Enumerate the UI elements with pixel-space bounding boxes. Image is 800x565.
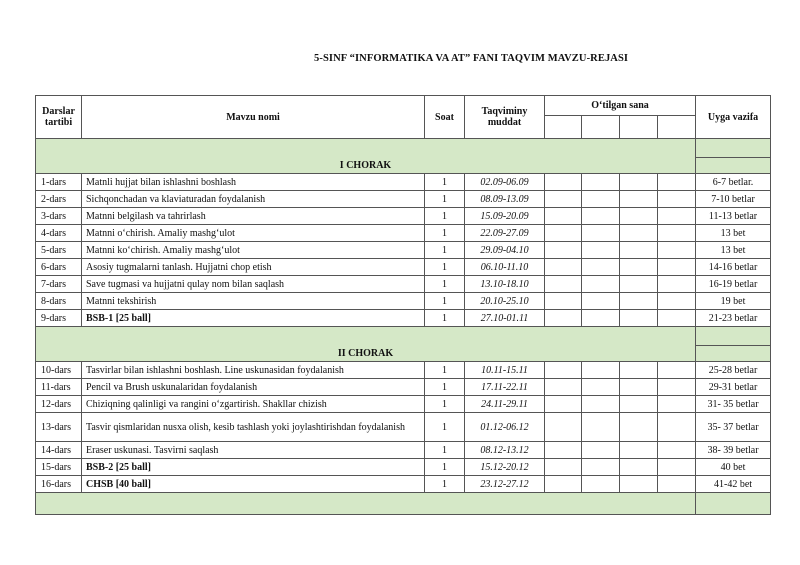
lesson-number: 1-dars (36, 174, 82, 191)
lesson-homework: 19 bet (696, 293, 771, 310)
quarter-2-label: II CHORAK (36, 346, 696, 362)
done-date-cell (658, 293, 696, 310)
topic-header: Mavzu nomi (82, 96, 425, 139)
done-date-cell (620, 396, 658, 413)
lesson-date: 15.09-20.09 (465, 208, 545, 225)
lesson-topic: Eraser uskunasi. Tasvirni saqlash (82, 442, 425, 459)
done-date-cell (658, 413, 696, 442)
table-row (36, 362, 771, 379)
lesson-topic: Chiziqning qalinligi va rangini o‘zgartirish. Shakllar chizish (82, 396, 425, 413)
lesson-date: 08.12-13.12 (465, 442, 545, 459)
done-date-cell (658, 225, 696, 242)
lesson-plan-table (35, 95, 771, 515)
planned-header-line2: muddat (487, 117, 522, 128)
done-date-cell (545, 174, 582, 191)
lesson-topic: Tasvirlar bilan ishlashni boshlash. Line uskunasidan foydalanish (82, 362, 425, 379)
lesson-topic: CHSB [40 ball] (82, 476, 425, 493)
table-row (36, 310, 771, 327)
lesson-date: 22.09-27.09 (465, 225, 545, 242)
done-date-cell (582, 191, 620, 208)
done-date-cell (582, 442, 620, 459)
section-spacer (36, 327, 771, 346)
done-date-cell (582, 310, 620, 327)
done-date-cell (582, 379, 620, 396)
table-row (36, 413, 771, 442)
lesson-number: 6-dars (36, 259, 82, 276)
done-date-cell (545, 413, 582, 442)
lesson-topic: Matnni ko‘chirish. Amaliy mashg‘ulot (82, 242, 425, 259)
quarter-1-label: I CHORAK (36, 158, 696, 174)
lesson-topic: Matnni o‘chirish. Amaliy mashg‘ulot (82, 225, 425, 242)
lesson-number: 9-dars (36, 310, 82, 327)
lesson-homework: 41-42 bet (696, 476, 771, 493)
lesson-number: 13-dars (36, 413, 82, 442)
lesson-date: 13.10-18.10 (465, 276, 545, 293)
quarter-1-row (36, 158, 771, 174)
done-date-cell (582, 242, 620, 259)
done-date-cell (658, 259, 696, 276)
lesson-topic: Matnni belgilash va tahrirlash (82, 208, 425, 225)
lesson-header-line1: Darslar (42, 106, 75, 117)
done-date-cell (658, 476, 696, 493)
lesson-number: 3-dars (36, 208, 82, 225)
lesson-hours: 1 (425, 442, 465, 459)
done-date-cell (620, 116, 658, 139)
done-date-cell (658, 379, 696, 396)
lesson-number: 11-dars (36, 379, 82, 396)
done-date-cell (582, 413, 620, 442)
lesson-homework: 16-19 betlar (696, 276, 771, 293)
done-date-cell (545, 276, 582, 293)
table-row (36, 396, 771, 413)
done-date-cell (582, 259, 620, 276)
done-date-cell (582, 293, 620, 310)
done-date-cell (545, 442, 582, 459)
done-date-cell (620, 413, 658, 442)
lesson-hours: 1 (425, 225, 465, 242)
planned-header-line1: Taqviminy (481, 106, 528, 117)
done-date-cell (545, 293, 582, 310)
lesson-hours: 1 (425, 191, 465, 208)
lesson-date: 15.12-20.12 (465, 459, 545, 476)
done-date-cell (545, 208, 582, 225)
done-date-cell (545, 459, 582, 476)
done-date-cell (582, 276, 620, 293)
lesson-topic: Sichqonchadan va klaviaturadan foydalanish (82, 191, 425, 208)
done-date-cell (545, 396, 582, 413)
lesson-hours: 1 (425, 379, 465, 396)
lesson-order-header (36, 96, 82, 139)
done-date-cell (658, 396, 696, 413)
lesson-homework: 11-13 betlar (696, 208, 771, 225)
lesson-hours: 1 (425, 174, 465, 191)
table-row (36, 225, 771, 242)
done-date-header: O‘tilgan sana (545, 96, 696, 116)
done-date-cell (545, 362, 582, 379)
lesson-date: 29.09-04.10 (465, 242, 545, 259)
lesson-hours: 1 (425, 362, 465, 379)
done-date-cell (620, 225, 658, 242)
lesson-hours: 1 (425, 396, 465, 413)
lesson-homework: 13 bet (696, 242, 771, 259)
table-row (36, 293, 771, 310)
lesson-number: 7-dars (36, 276, 82, 293)
done-date-cell (620, 191, 658, 208)
lesson-topic: Pencil va Brush uskunalaridan foydalanish (82, 379, 425, 396)
done-date-cell (658, 459, 696, 476)
quarter-2-body (36, 362, 771, 493)
lesson-homework: 13 bet (696, 225, 771, 242)
table-row (36, 442, 771, 459)
table-row (36, 208, 771, 225)
lesson-date: 08.09-13.09 (465, 191, 545, 208)
table-row (36, 242, 771, 259)
lesson-homework: 31- 35 betlar (696, 396, 771, 413)
table-row (36, 476, 771, 493)
homework-header: Uyga vazifa (696, 96, 771, 139)
done-date-cell (620, 259, 658, 276)
lesson-homework: 21-23 betlar (696, 310, 771, 327)
done-date-cell (620, 362, 658, 379)
done-date-cell (545, 116, 582, 139)
done-date-cell (582, 362, 620, 379)
lesson-hours: 1 (425, 310, 465, 327)
lesson-homework: 7-10 betlar (696, 191, 771, 208)
done-date-cell (620, 208, 658, 225)
done-date-cell (545, 310, 582, 327)
lesson-homework: 40 bet (696, 459, 771, 476)
done-date-cell (620, 476, 658, 493)
lesson-date: 20.10-25.10 (465, 293, 545, 310)
table-footer-row (36, 493, 771, 515)
lesson-number: 15-dars (36, 459, 82, 476)
done-date-cell (620, 442, 658, 459)
lesson-date: 06.10-11.10 (465, 259, 545, 276)
lesson-number: 12-dars (36, 396, 82, 413)
done-date-cell (620, 293, 658, 310)
lesson-date: 02.09-06.09 (465, 174, 545, 191)
done-date-cell (545, 191, 582, 208)
table-row (36, 276, 771, 293)
done-date-cell (545, 242, 582, 259)
done-date-cell (620, 310, 658, 327)
lesson-topic: Tasvir qismlaridan nusxa olish, kesib tashlash yoki joylashtirishdan foydalanish (82, 413, 425, 442)
lesson-homework: 6-7 betlar. (696, 174, 771, 191)
lesson-number: 2-dars (36, 191, 82, 208)
planned-date-header (465, 96, 545, 139)
lesson-hours: 1 (425, 476, 465, 493)
lesson-topic: Matnni tekshirish (82, 293, 425, 310)
table-row (36, 379, 771, 396)
done-date-cell (545, 259, 582, 276)
done-date-cell (658, 276, 696, 293)
lesson-topic: BSB-1 [25 ball] (82, 310, 425, 327)
quarter-2-row (36, 346, 771, 362)
lesson-number: 5-dars (36, 242, 82, 259)
lesson-hours: 1 (425, 208, 465, 225)
done-date-cell (620, 174, 658, 191)
lesson-hours: 1 (425, 413, 465, 442)
quarter-1-body (36, 174, 771, 327)
done-date-cell (658, 116, 696, 139)
lesson-homework: 14-16 betlar (696, 259, 771, 276)
lesson-topic: Save tugmasi va hujjatni qulay nom bilan saqlash (82, 276, 425, 293)
done-date-cell (582, 208, 620, 225)
done-date-cell (658, 310, 696, 327)
done-date-cell (658, 208, 696, 225)
lesson-number: 10-dars (36, 362, 82, 379)
lesson-homework: 29-31 betlar (696, 379, 771, 396)
lesson-homework: 38- 39 betlar (696, 442, 771, 459)
done-date-cell (582, 225, 620, 242)
lesson-date: 24.11-29.11 (465, 396, 545, 413)
done-date-cell (582, 476, 620, 493)
done-date-cell (658, 191, 696, 208)
done-date-cell (658, 442, 696, 459)
done-date-cell (620, 379, 658, 396)
done-date-cell (658, 242, 696, 259)
done-date-cell (658, 362, 696, 379)
lesson-hours: 1 (425, 259, 465, 276)
lesson-hours: 1 (425, 293, 465, 310)
lesson-date: 01.12-06.12 (465, 413, 545, 442)
lesson-homework: 25-28 betlar (696, 362, 771, 379)
done-date-cell (545, 379, 582, 396)
done-date-cell (620, 242, 658, 259)
hours-header: Soat (425, 96, 465, 139)
lesson-header-line2: tartibi (44, 117, 73, 128)
table-row (36, 259, 771, 276)
lesson-hours: 1 (425, 242, 465, 259)
lesson-topic: Matnli hujjat bilan ishlashni boshlash (82, 174, 425, 191)
lesson-hours: 1 (425, 276, 465, 293)
section-spacer (36, 139, 771, 158)
done-date-cell (545, 225, 582, 242)
table-row (36, 174, 771, 191)
done-date-cell (620, 276, 658, 293)
lesson-date: 27.10-01.11 (465, 310, 545, 327)
done-date-cell (582, 459, 620, 476)
lesson-hours: 1 (425, 459, 465, 476)
lesson-topic: Asosiy tugmalarni tanlash. Hujjatni chop etish (82, 259, 425, 276)
page-title: 5-SINF “INFORMATIKA VA AT” FANI TAQVIM MAVZU-REJASI (314, 53, 629, 64)
header-row (36, 96, 771, 116)
lesson-date: 10.11-15.11 (465, 362, 545, 379)
lesson-date: 23.12-27.12 (465, 476, 545, 493)
lesson-number: 8-dars (36, 293, 82, 310)
done-date-cell (582, 116, 620, 139)
done-date-cell (582, 396, 620, 413)
lesson-date: 17.11-22.11 (465, 379, 545, 396)
lesson-number: 16-dars (36, 476, 82, 493)
table-row (36, 191, 771, 208)
done-date-cell (658, 174, 696, 191)
done-date-cell (545, 476, 582, 493)
done-date-cell (620, 459, 658, 476)
lesson-homework: 35- 37 betlar (696, 413, 771, 442)
done-date-cell (582, 174, 620, 191)
table-row (36, 459, 771, 476)
lesson-number: 4-dars (36, 225, 82, 242)
lesson-number: 14-dars (36, 442, 82, 459)
lesson-topic: BSB-2 [25 ball] (82, 459, 425, 476)
